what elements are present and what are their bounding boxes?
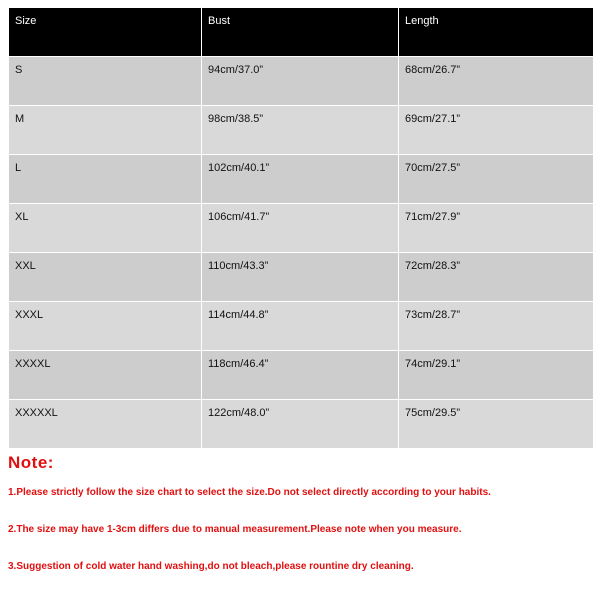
cell-size: XXXL (9, 302, 202, 351)
table-row (9, 204, 594, 253)
note-line-3: 3.Suggestion of cold water hand washing,do not bleach,please rountine dry cleaning. (8, 561, 414, 572)
cell-length: 68cm/26.7” (399, 57, 594, 106)
cell-size: L (9, 155, 202, 204)
cell-length: 69cm/27.1” (399, 106, 594, 155)
cell-length: 75cm/29.5” (399, 400, 594, 449)
table-row (9, 155, 594, 204)
cell-bust: 114cm/44.8” (202, 302, 399, 351)
cell-bust: 94cm/37.0” (202, 57, 399, 106)
cell-size: XXXXL (9, 351, 202, 400)
cell-length: 74cm/29.1” (399, 351, 594, 400)
table-row (9, 106, 594, 155)
cell-bust: 110cm/43.3” (202, 253, 399, 302)
cell-size: S (9, 57, 202, 106)
size-chart-table (8, 7, 594, 449)
column-header-bust: Bust (202, 8, 399, 57)
cell-bust: 102cm/40.1” (202, 155, 399, 204)
cell-size: XXL (9, 253, 202, 302)
table-row (9, 400, 594, 449)
notes-section (8, 453, 593, 572)
cell-size: M (9, 106, 202, 155)
table-row (9, 253, 594, 302)
cell-bust: 118cm/46.4” (202, 351, 399, 400)
note-line-2: 2.The size may have 1-3cm differs due to manual measurement.Please note when you measure. (8, 524, 462, 535)
cell-length: 71cm/27.9” (399, 204, 594, 253)
cell-size: XL (9, 204, 202, 253)
column-header-size: Size (9, 8, 202, 57)
cell-size: XXXXXL (9, 400, 202, 449)
cell-bust: 98cm/38.5” (202, 106, 399, 155)
cell-length: 70cm/27.5” (399, 155, 594, 204)
cell-length: 73cm/28.7” (399, 302, 594, 351)
note-title: Note: (8, 453, 54, 472)
cell-bust: 122cm/48.0” (202, 400, 399, 449)
cell-length: 72cm/28.3” (399, 253, 594, 302)
table-row (9, 57, 594, 106)
note-line-1: 1.Please strictly follow the size chart to select the size.Do not select directly according to your habits. (8, 487, 491, 498)
cell-bust: 106cm/41.7” (202, 204, 399, 253)
table-row (9, 302, 594, 351)
table-header-row (9, 8, 594, 57)
column-header-length: Length (399, 8, 594, 57)
table-row (9, 351, 594, 400)
